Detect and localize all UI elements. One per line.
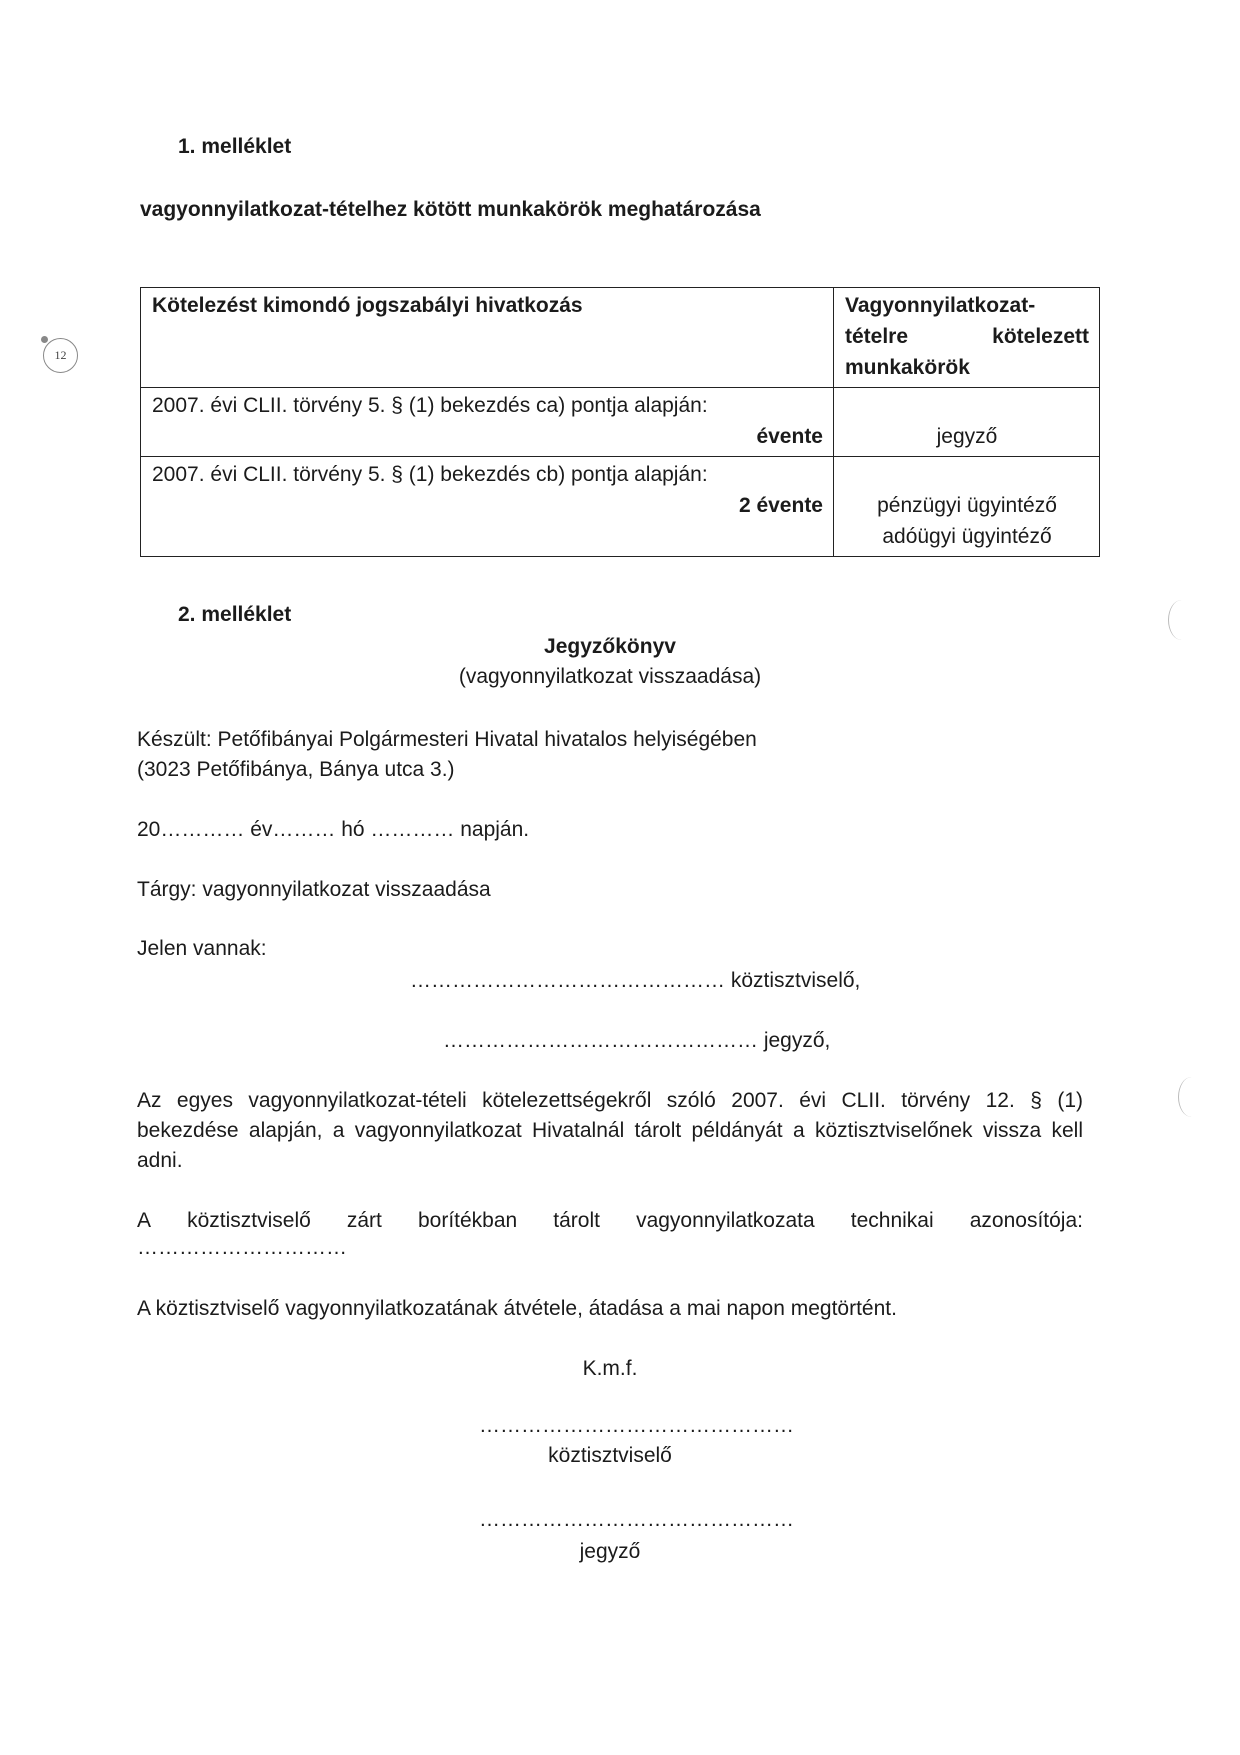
made-at-line-1: Készült: Petőfibányai Polgármesteri Hivatal hivatalos helyiségében bbox=[137, 728, 757, 751]
law-text: 2007. évi CLII. törvény 5. § (1) bekezdés cb) pontja alapján: bbox=[152, 463, 708, 486]
body-word: köztisztviselő bbox=[187, 1209, 311, 1232]
minutes-title: Jegyzőkönyv bbox=[544, 635, 676, 658]
page-number: 12 bbox=[54, 347, 67, 362]
obligation-table bbox=[140, 287, 1100, 557]
body-paragraph-2 bbox=[137, 1207, 1083, 1235]
roles-cell bbox=[834, 457, 1100, 557]
body-word: zárt bbox=[346, 1209, 382, 1232]
present-civil-servant: ……………………………………… köztisztviselő, bbox=[410, 969, 861, 992]
body-word: A bbox=[137, 1209, 152, 1232]
role-text: jegyző bbox=[936, 425, 998, 448]
body-word: tárolt bbox=[553, 1209, 600, 1232]
body-word: vagyonnyilatkozata bbox=[636, 1209, 815, 1232]
signature-line-civil-servant: ……………………………………… bbox=[479, 1414, 794, 1437]
frequency-text: 2 évente bbox=[738, 494, 823, 517]
body-word: borítékban bbox=[417, 1209, 518, 1232]
law-text: 2007. évi CLII. törvény 5. § (1) bekezdés ca) pontja alapján: bbox=[152, 394, 708, 417]
minutes-subtitle: (vagyonnyilatkozat visszaadása) bbox=[458, 665, 762, 688]
header-roles-word-1: tételre bbox=[845, 325, 909, 348]
role-text: adóügyi ügyintéző bbox=[882, 525, 1052, 548]
kmf-text: K.m.f. bbox=[582, 1357, 638, 1380]
header-roles-line-3: munkakörök bbox=[845, 356, 970, 379]
table-row bbox=[141, 388, 1100, 457]
header-roles-line-1: Vagyonnyilatkozat- bbox=[845, 294, 1036, 317]
body-word: azonosítója: bbox=[969, 1209, 1083, 1232]
made-at-line-2: (3023 Petőfibánya, Bánya utca 3.) bbox=[137, 758, 455, 781]
table-row bbox=[141, 457, 1100, 557]
present-notary: ……………………………………… jegyző, bbox=[443, 1029, 831, 1052]
punch-hole-mark bbox=[1168, 600, 1195, 640]
annex2-heading: 2. melléklet bbox=[178, 603, 292, 626]
header-law-reference bbox=[141, 288, 834, 388]
signature-label-notary: jegyző bbox=[579, 1540, 641, 1563]
signature-line-notary: ……………………………………… bbox=[479, 1508, 794, 1531]
body-word: technikai bbox=[850, 1209, 934, 1232]
header-roles-line-2 bbox=[845, 321, 1089, 352]
identifier-blank: ………………………… bbox=[137, 1236, 347, 1259]
subject-line: Tárgy: vagyonnyilatkozat visszaadása bbox=[137, 878, 491, 901]
body-paragraph-3: A köztisztviselő vagyonnyilatkozatának átvétele, átadása a mai napon megtörtént. bbox=[137, 1297, 897, 1320]
roles-cell bbox=[834, 388, 1100, 457]
signature-label-civil-servant: köztisztviselő bbox=[548, 1444, 672, 1467]
date-line: 20………… év……… hó ………… napján. bbox=[137, 818, 530, 841]
frequency-text: évente bbox=[756, 425, 823, 448]
annex1-heading: 1. melléklet bbox=[178, 135, 292, 158]
header-law-reference-text: Kötelezést kimondó jogszabályi hivatkozás bbox=[152, 294, 583, 317]
law-cell bbox=[141, 457, 834, 557]
table-header-row bbox=[141, 288, 1100, 388]
annex1-title: vagyonnyilatkozat-tételhez kötött munkakörök meghatározása bbox=[140, 198, 761, 221]
header-obligated-roles bbox=[834, 288, 1100, 388]
header-roles-word-2: kötelezett bbox=[992, 325, 1089, 348]
law-cell bbox=[141, 388, 834, 457]
punch-hole-mark bbox=[1178, 1077, 1205, 1117]
present-label: Jelen vannak: bbox=[137, 937, 267, 960]
body-paragraph-1: Az egyes vagyonnyilatkozat-tételi kötelezettségekről szóló 2007. évi CLII. törvény 12. § (1) bekezdése alapján, a vagyonnyilatkozat Hivatalnál tárolt példányát a köztisztviselőnek vissza kell adni. bbox=[137, 1089, 1083, 1172]
page-number-stamp bbox=[43, 338, 78, 373]
role-text: pénzügyi ügyintéző bbox=[877, 494, 1057, 517]
